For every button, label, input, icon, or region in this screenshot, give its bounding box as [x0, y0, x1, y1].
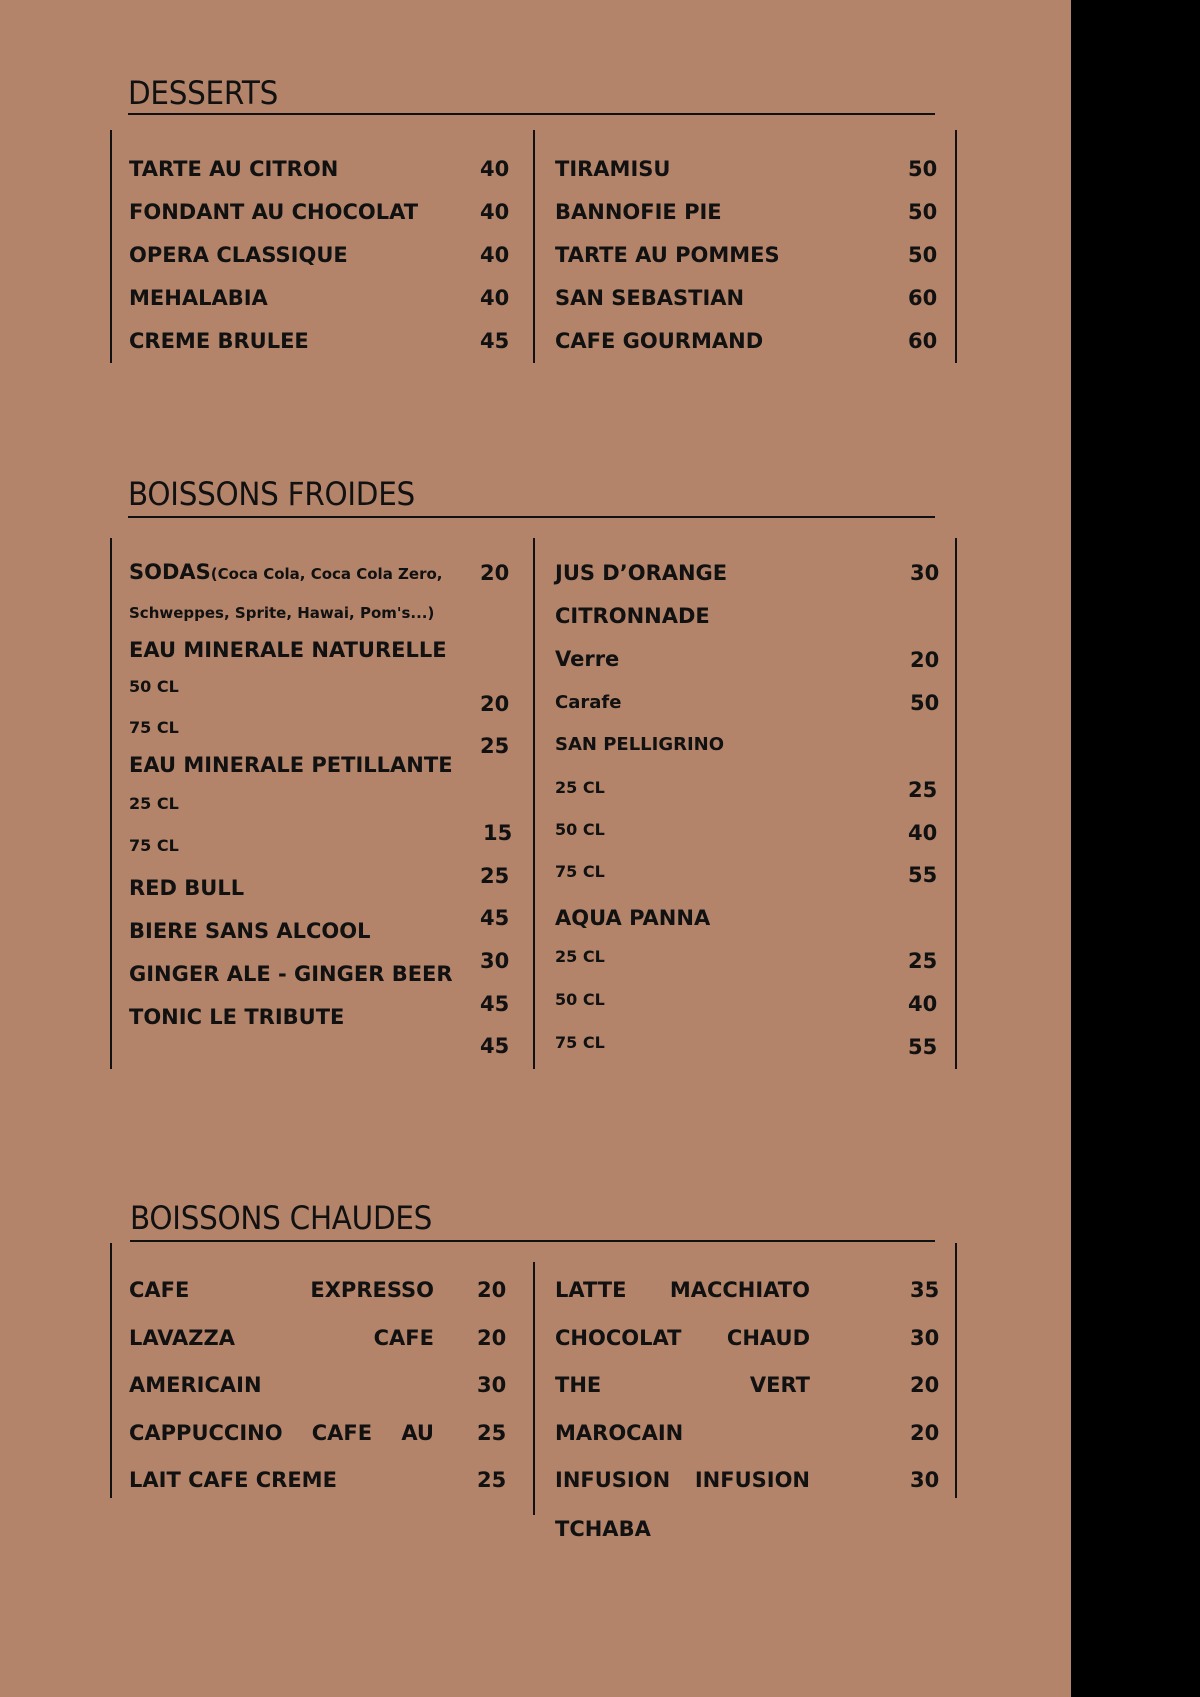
- desserts-middle-border: [533, 130, 535, 363]
- carafe-label: Carafe: [555, 692, 622, 713]
- chaudes-word: CAFE: [373, 1326, 434, 1350]
- froides-price: 30: [910, 561, 940, 585]
- chaudes-word: CAFE: [311, 1421, 373, 1445]
- froides-left-border: [110, 538, 112, 1069]
- dessert-price: 45: [480, 329, 510, 353]
- dessert-name: BANNOFIE PIE: [555, 200, 722, 224]
- desserts-left-border: [110, 130, 112, 363]
- dessert-name: CREME BRULEE: [129, 329, 309, 353]
- chaudes-word: INFUSION: [555, 1468, 671, 1492]
- size-label: 75 CL: [129, 836, 179, 855]
- froides-price: 40: [908, 992, 938, 1016]
- dessert-price: 60: [908, 329, 938, 353]
- froides-price: 25: [480, 734, 510, 758]
- desserts-title: DESSERTS: [128, 74, 279, 112]
- verre-label: Verre: [555, 647, 620, 671]
- froides-price: 55: [908, 863, 938, 887]
- chaudes-line: [555, 1278, 810, 1302]
- size-label: 25 CL: [555, 778, 605, 797]
- chaudes-line: LAIT CAFE CREME: [129, 1468, 337, 1492]
- dessert-price: 40: [480, 200, 510, 224]
- desserts-right-border: [955, 130, 957, 363]
- dessert-name: TARTE AU POMMES: [555, 243, 780, 267]
- chaudes-word: CAPPUCCINO: [129, 1421, 283, 1445]
- froides-middle-border: [533, 538, 535, 1069]
- desserts-underline: [128, 113, 935, 115]
- chaudes-price: 30: [910, 1326, 940, 1350]
- froides-price: 50: [910, 691, 940, 715]
- chaudes-price: 25: [477, 1468, 507, 1492]
- froides-price: 20: [480, 692, 510, 716]
- eau-petillante-label: EAU MINERALE PETILLANTE: [129, 753, 453, 777]
- red-bull-label: RED BULL: [129, 876, 245, 900]
- chaudes-word: LATTE: [555, 1278, 627, 1302]
- chaudes-word: EXPRESSO: [310, 1278, 434, 1302]
- chaudes-line: [129, 1421, 434, 1445]
- dessert-name: TIRAMISU: [555, 157, 671, 181]
- froides-price: 20: [910, 648, 940, 672]
- chaudes-price: 25: [477, 1421, 507, 1445]
- froides-price: 15: [483, 821, 513, 845]
- froides-price: 40: [908, 821, 938, 845]
- froides-title: BOISSONS FROIDES: [128, 475, 415, 513]
- chaudes-line: [129, 1326, 434, 1350]
- chaudes-middle-border: [533, 1262, 535, 1515]
- size-label: 75 CL: [129, 718, 179, 737]
- size-label: 25 CL: [555, 947, 605, 966]
- chaudes-word: CHAUD: [726, 1326, 810, 1350]
- chaudes-word: CHOCOLAT: [555, 1326, 682, 1350]
- froides-price: 20: [480, 561, 510, 585]
- sodas-label: SODAS: [129, 560, 211, 584]
- chaudes-word: INFUSION: [694, 1468, 810, 1492]
- size-label: 25 CL: [129, 794, 179, 813]
- froides-price: 25: [908, 778, 938, 802]
- chaudes-word: THE: [555, 1373, 602, 1397]
- dessert-name: MEHALABIA: [129, 286, 268, 310]
- citronnade-label: CITRONNADE: [555, 604, 710, 628]
- froides-price: 45: [480, 992, 510, 1016]
- dessert-price: 40: [480, 157, 510, 181]
- ginger-label: GINGER ALE - GINGER BEER: [129, 962, 453, 986]
- froides-price: 30: [480, 949, 510, 973]
- sodas-detail: (Coca Cola, Coca Cola Zero,: [210, 565, 443, 583]
- size-label: 50 CL: [555, 990, 605, 1009]
- dessert-price: 40: [480, 243, 510, 267]
- froides-price: 25: [908, 949, 938, 973]
- dessert-price: 40: [480, 286, 510, 310]
- chaudes-word: LAVAZZA: [129, 1326, 235, 1350]
- froides-price: 45: [480, 906, 510, 930]
- chaudes-price: 20: [477, 1326, 507, 1350]
- froides-price: 55: [908, 1035, 938, 1059]
- chaudes-word: MACCHIATO: [669, 1278, 810, 1302]
- dessert-name: FONDANT AU CHOCOLAT: [129, 200, 419, 224]
- chaudes-line: MAROCAIN: [555, 1421, 684, 1445]
- size-label: 50 CL: [555, 820, 605, 839]
- chaudes-word: VERT: [749, 1373, 810, 1397]
- size-label: 75 CL: [555, 1033, 605, 1052]
- aqua-panna-label: AQUA PANNA: [555, 906, 711, 930]
- froides-underline: [128, 516, 935, 518]
- chaudes-price: 20: [910, 1373, 940, 1397]
- chaudes-line: [129, 1278, 434, 1302]
- jus-orange-label: JUS D’ORANGE: [555, 561, 728, 585]
- dessert-name: TARTE AU CITRON: [129, 157, 339, 181]
- chaudes-price: 30: [477, 1373, 507, 1397]
- pelligrino-label: SAN PELLIGRINO: [555, 734, 725, 755]
- chaudes-underline: [130, 1240, 935, 1242]
- chaudes-line: [555, 1326, 810, 1350]
- chaudes-word: AU: [401, 1421, 434, 1445]
- chaudes-title: BOISSONS CHAUDES: [130, 1199, 433, 1237]
- dessert-name: CAFE GOURMAND: [555, 329, 764, 353]
- chaudes-left-border: [110, 1243, 112, 1498]
- size-label: 50 CL: [129, 677, 179, 696]
- size-label: 75 CL: [555, 862, 605, 881]
- chaudes-price: 35: [910, 1278, 940, 1302]
- chaudes-line: TCHABA: [555, 1517, 651, 1541]
- biere-label: BIERE SANS ALCOOL: [129, 919, 371, 943]
- dessert-price: 50: [908, 200, 938, 224]
- chaudes-right-border: [955, 1243, 957, 1498]
- dessert-price: 60: [908, 286, 938, 310]
- chaudes-price: 30: [910, 1468, 940, 1492]
- froides-right-border: [955, 538, 957, 1069]
- chaudes-line: [555, 1373, 810, 1397]
- froides-price: 45: [480, 1034, 510, 1058]
- chaudes-word: CAFE: [129, 1278, 190, 1302]
- dessert-name: OPERA CLASSIQUE: [129, 243, 348, 267]
- dessert-name: SAN SEBASTIAN: [555, 286, 745, 310]
- chaudes-price: 20: [910, 1421, 940, 1445]
- eau-naturelle-label: EAU MINERALE NATURELLE: [129, 638, 447, 662]
- dessert-price: 50: [908, 157, 938, 181]
- froides-price: 25: [480, 864, 510, 888]
- tonic-label: TONIC LE TRIBUTE: [129, 1005, 345, 1029]
- chaudes-price: 20: [477, 1278, 507, 1302]
- chaudes-line: AMERICAIN: [129, 1373, 262, 1397]
- dessert-price: 50: [908, 243, 938, 267]
- sodas-item: [129, 560, 443, 584]
- chaudes-line: [555, 1468, 810, 1492]
- sodas-detail-line: Schweppes, Sprite, Hawai, Pom's...): [129, 604, 435, 622]
